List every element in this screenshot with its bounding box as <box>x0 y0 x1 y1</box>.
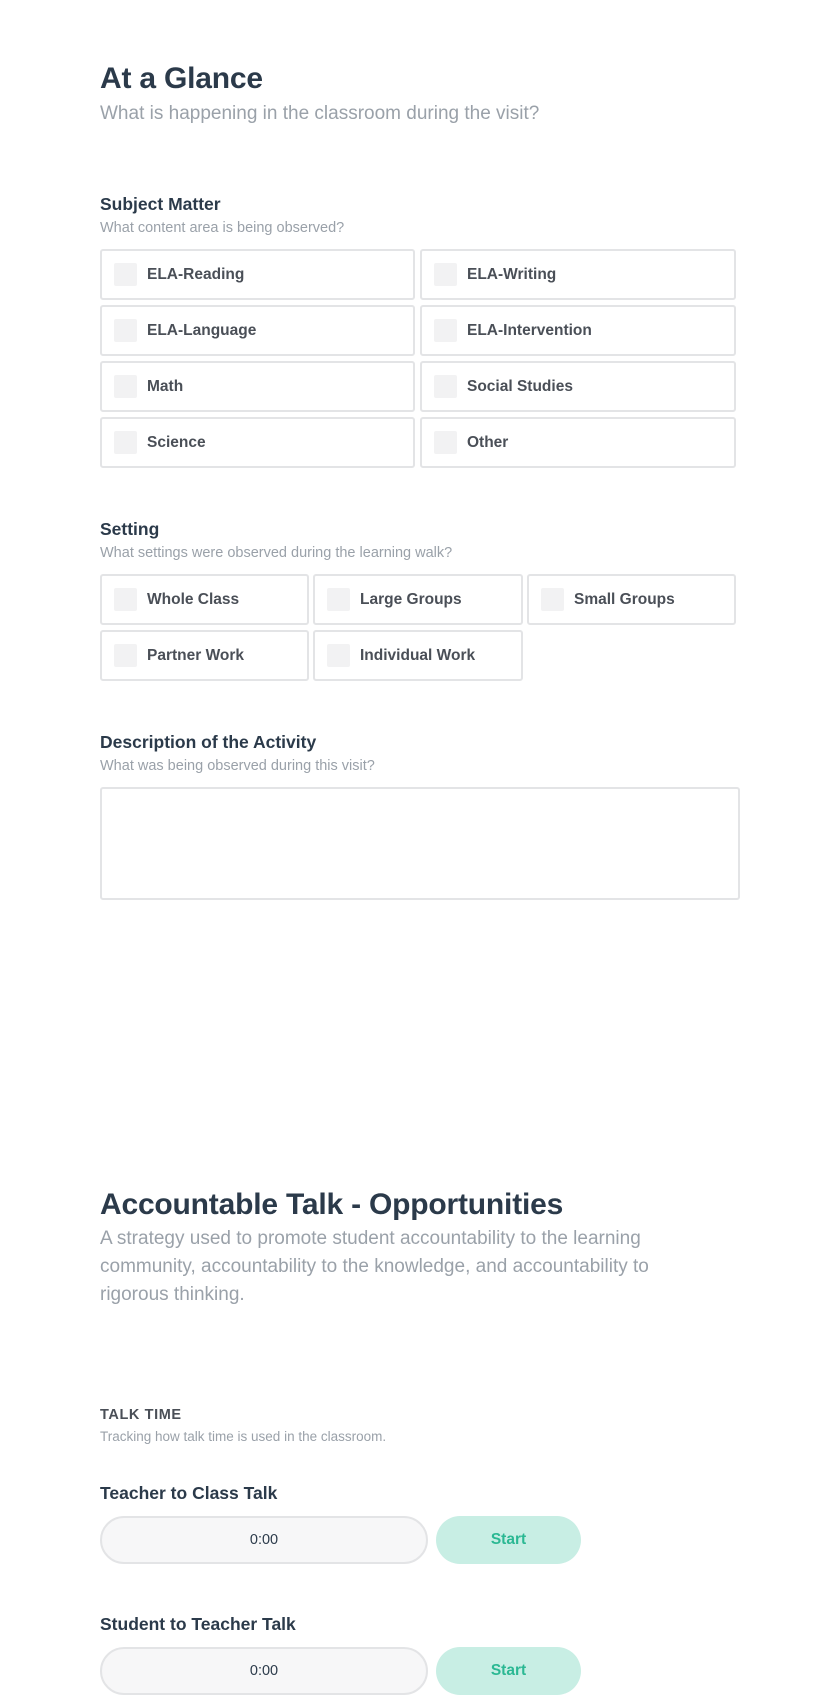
start-button-teacher-to-class[interactable]: Start <box>436 1516 581 1564</box>
checkbox-large-groups[interactable] <box>327 588 350 611</box>
subject-option-label: ELA-Intervention <box>467 322 592 339</box>
setting-option-individual-work[interactable] <box>313 630 523 681</box>
timer-title-teacher-to-class: Teacher to Class Talk <box>100 1483 278 1503</box>
subject-option-ela-language[interactable] <box>100 305 415 356</box>
setting-title: Setting <box>100 519 160 539</box>
subject-matter-title: Subject Matter <box>100 194 221 214</box>
checkbox-partner-work[interactable] <box>114 644 137 667</box>
setting-option-large-groups[interactable] <box>313 574 523 625</box>
setting-option-small-groups[interactable] <box>527 574 736 625</box>
subject-option-label: Science <box>147 434 206 451</box>
setting-option-label: Partner Work <box>147 647 245 664</box>
subject-option-math[interactable] <box>100 361 415 412</box>
setting-option-label: Large Groups <box>360 591 462 608</box>
description-title: Description of the Activity <box>100 732 317 752</box>
subject-matter-hint: What content area is being observed? <box>100 220 345 236</box>
checkbox-ela-language[interactable] <box>114 319 137 342</box>
checkbox-science[interactable] <box>114 431 137 454</box>
accountable-talk-description: A strategy used to promote student accountability to the learning community, accountability to the knowledge, and accountability to rigorous thinking. <box>100 1228 649 1305</box>
subject-option-label: Other <box>467 434 509 451</box>
subject-option-ela-writing[interactable] <box>420 249 736 300</box>
accountable-talk-title: Accountable Talk - Opportunities <box>100 1188 564 1221</box>
subject-option-ela-reading[interactable] <box>100 249 415 300</box>
at-a-glance-subtitle: What is happening in the classroom during the visit? <box>100 103 540 124</box>
subject-option-science[interactable] <box>100 417 415 468</box>
talk-time-label: TALK TIME <box>100 1407 182 1423</box>
subject-option-label: ELA-Reading <box>147 266 245 283</box>
checkbox-individual-work[interactable] <box>327 644 350 667</box>
setting-option-partner-work[interactable] <box>100 630 309 681</box>
talk-time-hint: Tracking how talk time is used in the classroom. <box>100 1429 387 1444</box>
timer-display-teacher-to-class: 0:00 <box>100 1516 428 1564</box>
timer-title-student-to-teacher: Student to Teacher Talk <box>100 1614 296 1634</box>
setting-option-label: Small Groups <box>574 591 675 608</box>
checkbox-ela-writing[interactable] <box>434 263 457 286</box>
subject-option-label: ELA-Language <box>147 322 257 339</box>
checkbox-small-groups[interactable] <box>541 588 564 611</box>
description-textarea[interactable] <box>100 787 740 900</box>
subject-option-label: Math <box>147 378 184 395</box>
checkbox-other[interactable] <box>434 431 457 454</box>
setting-option-whole-class[interactable] <box>100 574 309 625</box>
checkbox-ela-intervention[interactable] <box>434 319 457 342</box>
subject-option-other[interactable] <box>420 417 736 468</box>
subject-option-label: Social Studies <box>467 378 573 395</box>
subject-option-ela-intervention[interactable] <box>420 305 736 356</box>
checkbox-ela-reading[interactable] <box>114 263 137 286</box>
checkbox-social-studies[interactable] <box>434 375 457 398</box>
subject-option-label: ELA-Writing <box>467 266 557 283</box>
timer-display-student-to-teacher: 0:00 <box>100 1647 428 1695</box>
subject-option-social-studies[interactable] <box>420 361 736 412</box>
at-a-glance-title: At a Glance <box>100 62 263 95</box>
setting-option-label: Whole Class <box>147 591 240 608</box>
description-hint: What was being observed during this visit? <box>100 758 375 774</box>
setting-hint: What settings were observed during the learning walk? <box>100 545 453 561</box>
checkbox-math[interactable] <box>114 375 137 398</box>
checkbox-whole-class[interactable] <box>114 588 137 611</box>
setting-option-label: Individual Work <box>360 647 476 664</box>
start-button-student-to-teacher[interactable]: Start <box>436 1647 581 1695</box>
